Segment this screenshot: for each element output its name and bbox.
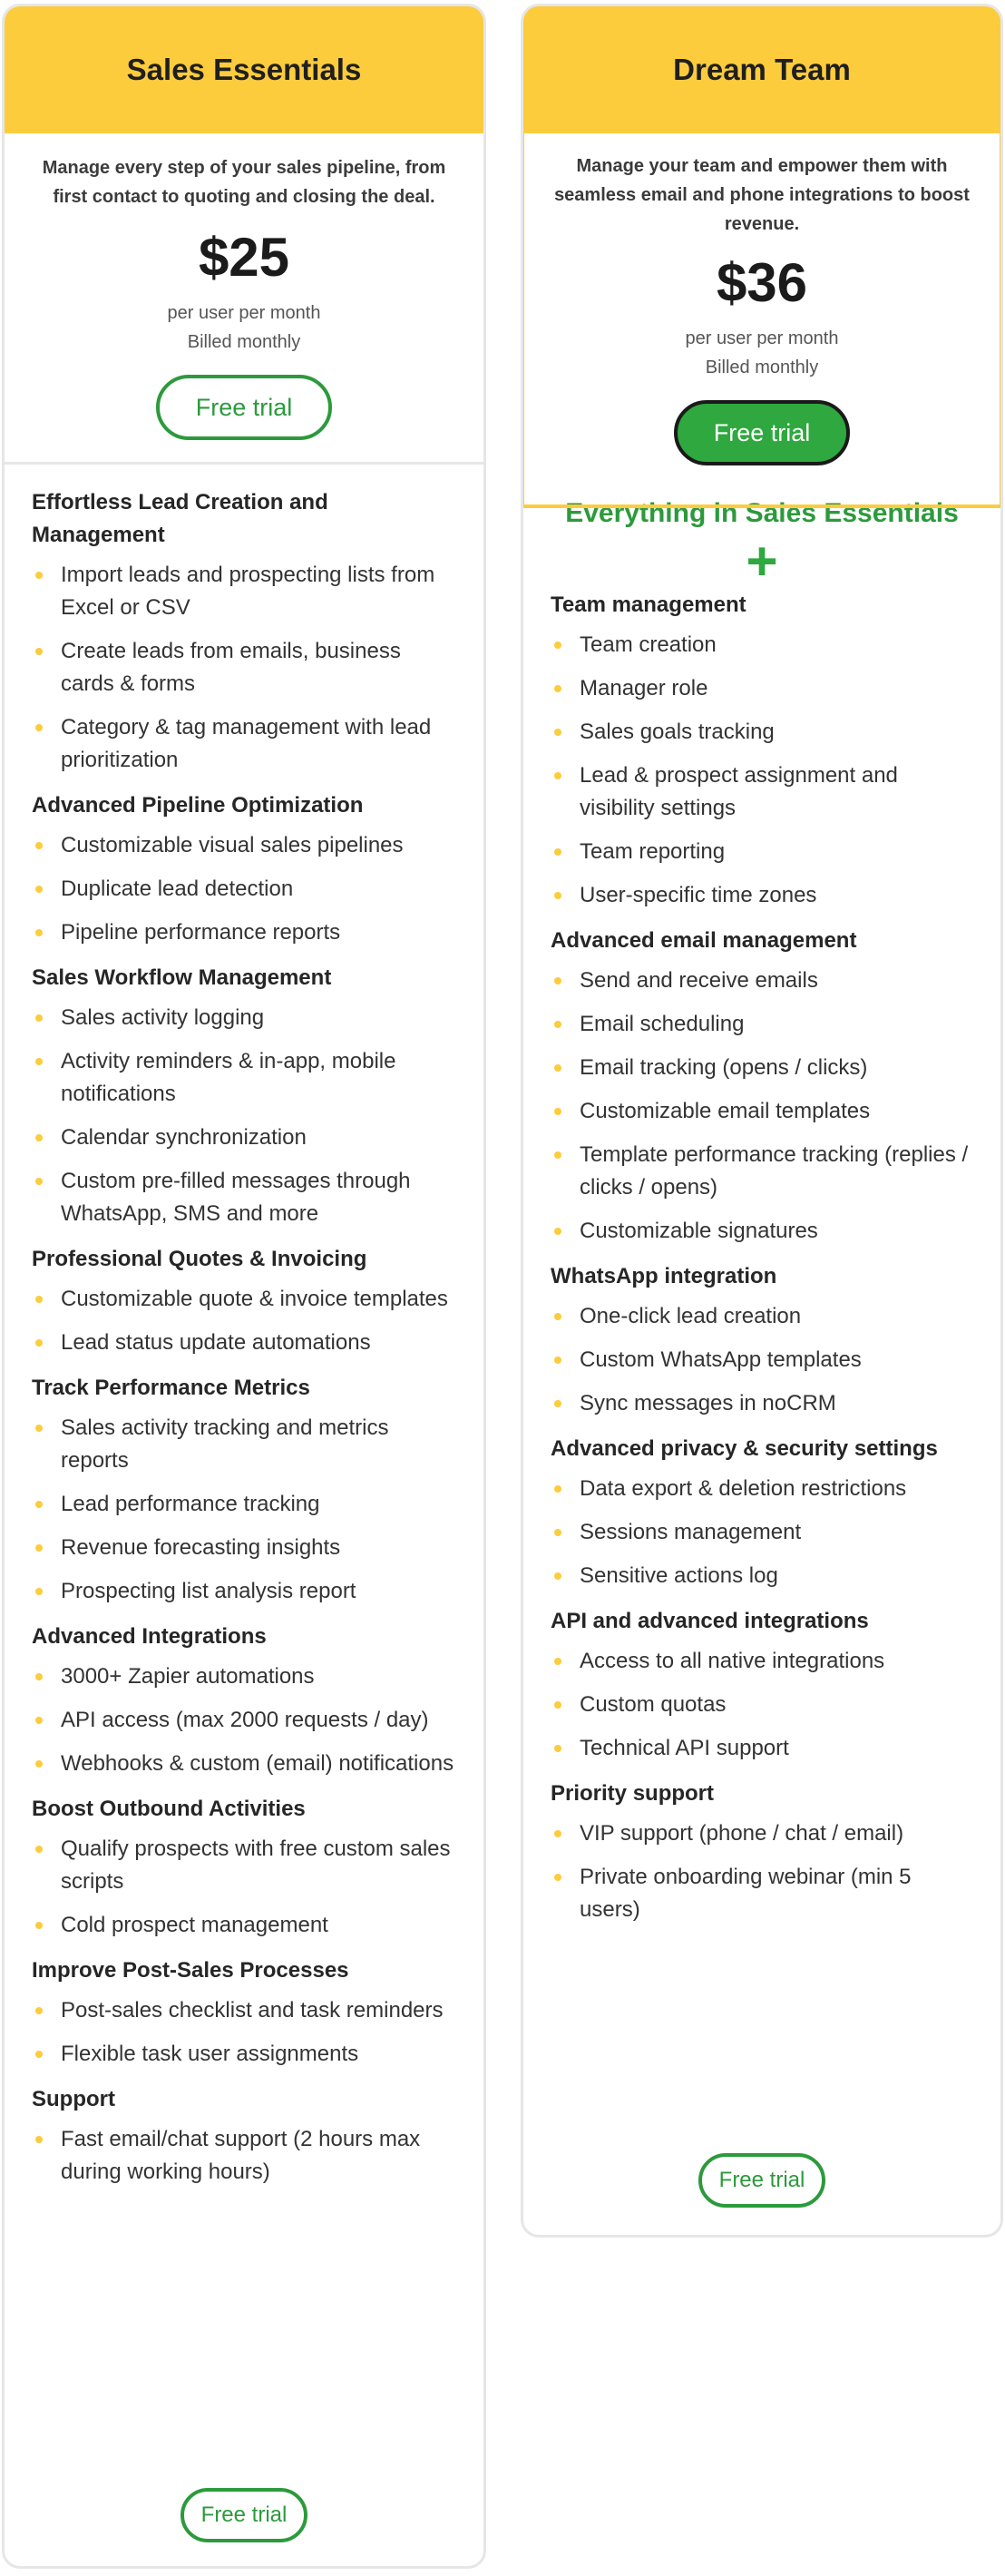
feature-section-title: WhatsApp integration bbox=[551, 1264, 777, 1288]
plan-description: Manage your team and empower them with seamless email and phone integrations to boost revenue. bbox=[554, 156, 970, 234]
feature-items bbox=[551, 629, 973, 912]
bullet-icon bbox=[35, 2051, 43, 2058]
feature-item bbox=[32, 1002, 456, 1034]
feature-item bbox=[551, 1215, 973, 1248]
feature-section bbox=[32, 1621, 456, 1780]
feature-item bbox=[551, 1861, 973, 1926]
feature-section-title: Track Performance Metrics bbox=[32, 1376, 310, 1400]
feature-item bbox=[32, 635, 456, 700]
bullet-icon bbox=[554, 1874, 561, 1881]
feature-item-text: Duplicate lead detection bbox=[61, 877, 294, 901]
feature-item-text: Pipeline performance reports bbox=[61, 920, 341, 945]
feature-item bbox=[32, 916, 456, 949]
bullet-icon bbox=[554, 1151, 561, 1159]
feature-item bbox=[32, 1488, 456, 1521]
bullet-icon bbox=[35, 1846, 43, 1853]
bullet-icon bbox=[554, 1529, 561, 1536]
feature-section-title: Professional Quotes & Invoicing bbox=[32, 1247, 367, 1271]
feature-item-text: Email tracking (opens / clicks) bbox=[580, 1055, 868, 1080]
bullet-icon bbox=[554, 642, 561, 649]
plan-card-sales-essentials bbox=[2, 4, 486, 2569]
feature-items bbox=[32, 2123, 456, 2189]
feature-item-text: Access to all native integrations bbox=[580, 1649, 885, 1673]
feature-section-title: Support bbox=[32, 2087, 115, 2111]
plan-billing: Billed monthly bbox=[705, 358, 819, 377]
feature-section-title: Boost Outbound Activities bbox=[32, 1797, 306, 1821]
bullet-icon bbox=[554, 892, 561, 899]
feature-section bbox=[32, 1954, 456, 2071]
bullet-icon bbox=[35, 1922, 43, 1929]
free-trial-button-bottom[interactable]: Free trial bbox=[698, 2153, 825, 2208]
bullet-icon bbox=[35, 2007, 43, 2014]
free-trial-button-bottom[interactable]: Free trial bbox=[181, 2488, 307, 2542]
feature-item-text: Calendar synchronization bbox=[61, 1125, 307, 1150]
bullet-icon bbox=[554, 1021, 561, 1028]
feature-item-text: Private onboarding webinar (min 5 users) bbox=[580, 1865, 912, 1922]
bullet-icon bbox=[554, 1830, 561, 1837]
plan-price: $36 bbox=[716, 252, 808, 313]
feature-section bbox=[551, 1433, 973, 1592]
feature-item-text: Custom quotas bbox=[580, 1692, 727, 1717]
feature-section bbox=[551, 1778, 973, 1926]
feature-item-text: Qualify prospects with free custom sales scripts bbox=[61, 1837, 451, 1894]
feature-items bbox=[551, 1473, 973, 1592]
feature-item-text: VIP support (phone / chat / email) bbox=[580, 1821, 904, 1846]
bullet-icon bbox=[35, 929, 43, 936]
plan-price-unit: per user per month bbox=[685, 328, 839, 348]
feature-item-text: User-specific time zones bbox=[580, 883, 817, 907]
bullet-icon bbox=[35, 1339, 43, 1347]
feature-item bbox=[32, 1704, 456, 1737]
feature-item-text: Custom WhatsApp templates bbox=[580, 1347, 862, 1372]
feature-item bbox=[551, 965, 973, 997]
feature-item bbox=[551, 836, 973, 868]
feature-items bbox=[32, 559, 456, 777]
plus-icon: + bbox=[746, 531, 778, 592]
feature-item bbox=[32, 1748, 456, 1780]
feature-item-text: Revenue forecasting insights bbox=[61, 1535, 341, 1560]
feature-item bbox=[32, 1045, 456, 1111]
feature-item-text: Technical API support bbox=[580, 1736, 789, 1760]
feature-item bbox=[551, 1560, 973, 1592]
feature-item-text: Sales activity tracking and metrics reports bbox=[61, 1415, 389, 1473]
feature-section bbox=[32, 2083, 456, 2189]
bullet-icon bbox=[554, 1745, 561, 1752]
bullet-icon bbox=[554, 1313, 561, 1320]
bullet-icon bbox=[554, 685, 561, 692]
bullet-icon bbox=[554, 977, 561, 984]
feature-item bbox=[551, 1344, 973, 1376]
feature-section bbox=[32, 1793, 456, 1942]
feature-item bbox=[32, 2038, 456, 2071]
bullet-icon bbox=[554, 1108, 561, 1115]
feature-item bbox=[32, 1121, 456, 1154]
feature-item bbox=[551, 1732, 973, 1765]
feature-item bbox=[32, 1327, 456, 1359]
feature-item-text: Lead & prospect assignment and visibility settings bbox=[580, 763, 898, 820]
bullet-icon bbox=[35, 724, 43, 731]
bullet-icon bbox=[554, 848, 561, 856]
feature-item-text: Sensitive actions log bbox=[580, 1563, 778, 1588]
feature-item bbox=[32, 1660, 456, 1693]
feature-item bbox=[551, 1095, 973, 1128]
feature-section-title: Priority support bbox=[551, 1781, 715, 1806]
feature-section bbox=[32, 1243, 456, 1359]
feature-item-text: Fast email/chat support (2 hours max during working hours) bbox=[61, 2127, 421, 2184]
bullet-icon bbox=[554, 772, 561, 779]
feature-items bbox=[551, 1300, 973, 1420]
feature-item-text: Sales goals tracking bbox=[580, 720, 775, 744]
bullet-icon bbox=[35, 1425, 43, 1432]
feature-item bbox=[551, 1008, 973, 1041]
bullet-icon bbox=[35, 2136, 43, 2143]
feature-item-text: Sales activity logging bbox=[61, 1005, 265, 1030]
feature-section-title: Advanced email management bbox=[551, 928, 857, 953]
plan-title: Sales Essentials bbox=[5, 6, 483, 133]
feature-item bbox=[32, 1412, 456, 1477]
feature-item bbox=[32, 873, 456, 906]
feature-item bbox=[32, 2123, 456, 2189]
feature-item bbox=[551, 629, 973, 661]
feature-section bbox=[551, 925, 973, 1248]
plan-title: Dream Team bbox=[523, 6, 1000, 133]
bullet-icon bbox=[554, 1658, 561, 1665]
feature-item-text: Customizable signatures bbox=[580, 1219, 818, 1243]
plan-description: Manage every step of your sales pipeline, from first contact to quoting and closing the deal. bbox=[42, 158, 446, 207]
feature-items bbox=[32, 1002, 456, 1230]
bullet-icon bbox=[554, 1572, 561, 1580]
feature-item bbox=[32, 1833, 456, 1898]
feature-item-text: Post-sales checklist and task reminders bbox=[61, 1998, 444, 2023]
feature-item-text: Send and receive emails bbox=[580, 968, 818, 993]
feature-items bbox=[32, 1994, 456, 2071]
free-trial-button[interactable]: Free trial bbox=[674, 400, 850, 465]
bullet-icon bbox=[35, 572, 43, 579]
bullet-icon bbox=[35, 1178, 43, 1185]
feature-item-text: 3000+ Zapier automations bbox=[61, 1664, 315, 1689]
plan-intro bbox=[5, 133, 483, 440]
feature-item bbox=[551, 1689, 973, 1721]
feature-item bbox=[32, 1532, 456, 1564]
feature-item-text: Data export & deletion restrictions bbox=[580, 1476, 907, 1501]
feature-item-text: Flexible task user assignments bbox=[61, 2042, 359, 2066]
feature-section bbox=[32, 962, 456, 1230]
feature-item-text: Sessions management bbox=[580, 1520, 802, 1544]
plan-price-unit: per user per month bbox=[167, 303, 321, 323]
bullet-icon bbox=[35, 1760, 43, 1768]
feature-list bbox=[5, 465, 483, 2189]
feature-item bbox=[32, 1283, 456, 1316]
feature-items bbox=[551, 1817, 973, 1926]
feature-item-text: Prospecting list analysis report bbox=[61, 1579, 356, 1603]
feature-items bbox=[32, 1833, 456, 1942]
feature-item bbox=[551, 716, 973, 749]
feature-item-text: Category & tag management with lead prioritization bbox=[61, 715, 432, 772]
bullet-icon bbox=[554, 1701, 561, 1709]
feature-section bbox=[551, 1260, 973, 1420]
feature-item-text: Sync messages in noCRM bbox=[580, 1391, 836, 1415]
feature-list bbox=[523, 589, 1000, 1926]
plan-intro bbox=[523, 133, 1000, 465]
bullet-icon bbox=[35, 1296, 43, 1303]
feature-items bbox=[551, 965, 973, 1248]
bullet-icon bbox=[35, 1014, 43, 1022]
feature-item bbox=[551, 759, 973, 825]
bullet-icon bbox=[35, 1588, 43, 1595]
bullet-icon bbox=[35, 886, 43, 893]
feature-item-text: Create leads from emails, business cards & forms bbox=[61, 639, 401, 696]
bullet-icon bbox=[554, 1400, 561, 1407]
feature-section-title: Effortless Lead Creation and Management bbox=[32, 490, 328, 547]
feature-section bbox=[551, 589, 973, 912]
feature-item bbox=[551, 672, 973, 705]
bullet-icon bbox=[554, 1228, 561, 1235]
everything-in-sales-essentials: Everything in Sales Essentials bbox=[565, 498, 959, 528]
bullet-icon bbox=[554, 1064, 561, 1072]
feature-item-text: API access (max 2000 requests / day) bbox=[61, 1708, 429, 1732]
feature-item bbox=[551, 1300, 973, 1333]
plan-price: $25 bbox=[198, 227, 290, 288]
feature-item-text: Cold prospect management bbox=[61, 1913, 328, 1937]
feature-section-title: Advanced Integrations bbox=[32, 1624, 267, 1649]
bullet-icon bbox=[554, 1357, 561, 1364]
feature-item bbox=[551, 1817, 973, 1850]
feature-item-text: Template performance tracking (replies / clicks / opens) bbox=[580, 1142, 969, 1200]
feature-items bbox=[32, 1283, 456, 1359]
feature-item bbox=[551, 1473, 973, 1505]
feature-item bbox=[32, 711, 456, 777]
bullet-icon bbox=[35, 1544, 43, 1552]
feature-items bbox=[32, 829, 456, 949]
bullet-icon bbox=[554, 729, 561, 736]
feature-item bbox=[551, 1516, 973, 1549]
bullet-icon bbox=[35, 842, 43, 849]
bullet-icon bbox=[554, 1485, 561, 1493]
feature-section-title: Advanced privacy & security settings bbox=[551, 1436, 938, 1461]
feature-item bbox=[551, 1139, 973, 1204]
feature-items bbox=[551, 1645, 973, 1765]
bullet-icon bbox=[35, 1673, 43, 1680]
feature-item-text: Customizable visual sales pipelines bbox=[61, 833, 404, 857]
feature-items bbox=[32, 1660, 456, 1780]
feature-item-text: Team reporting bbox=[580, 839, 726, 864]
feature-item-text: Manager role bbox=[580, 676, 708, 700]
feature-item-text: Activity reminders & in-app, mobile notifications bbox=[61, 1049, 396, 1106]
feature-item-text: Webhooks & custom (email) notifications bbox=[61, 1751, 454, 1776]
feature-section bbox=[32, 486, 456, 777]
plan-card-dream-team bbox=[521, 4, 1003, 2238]
feature-section-title: Advanced Pipeline Optimization bbox=[32, 793, 364, 818]
feature-item-text: One-click lead creation bbox=[580, 1304, 802, 1328]
feature-item bbox=[32, 1165, 456, 1230]
bullet-icon bbox=[35, 1501, 43, 1508]
feature-section-title: API and advanced integrations bbox=[551, 1609, 869, 1633]
feature-section-title: Sales Workflow Management bbox=[32, 965, 332, 990]
feature-item bbox=[551, 1387, 973, 1420]
free-trial-button[interactable]: Free trial bbox=[156, 375, 332, 440]
feature-section bbox=[32, 789, 456, 949]
feature-section-title: Improve Post-Sales Processes bbox=[32, 1958, 349, 1983]
feature-item-text: Lead performance tracking bbox=[61, 1492, 320, 1516]
bullet-icon bbox=[35, 1134, 43, 1141]
feature-item bbox=[551, 879, 973, 912]
bullet-icon bbox=[35, 1717, 43, 1724]
feature-item bbox=[32, 829, 456, 862]
plan-billing: Billed monthly bbox=[187, 332, 301, 352]
bullet-icon bbox=[35, 1058, 43, 1065]
feature-item-text: Custom pre-filled messages through WhatsApp, SMS and more bbox=[61, 1169, 411, 1226]
feature-item-text: Import leads and prospecting lists from Excel or CSV bbox=[61, 563, 435, 620]
feature-item-text: Email scheduling bbox=[580, 1012, 745, 1036]
feature-item-text: Lead status update automations bbox=[61, 1330, 371, 1355]
feature-item bbox=[32, 1909, 456, 1942]
feature-items bbox=[32, 1412, 456, 1608]
feature-section bbox=[32, 1372, 456, 1608]
feature-item bbox=[32, 559, 456, 624]
feature-item bbox=[32, 1994, 456, 2027]
feature-item bbox=[551, 1052, 973, 1084]
feature-item-text: Team creation bbox=[580, 632, 717, 657]
feature-item bbox=[551, 1645, 973, 1678]
bullet-icon bbox=[35, 648, 43, 655]
feature-item bbox=[32, 1575, 456, 1608]
feature-section bbox=[551, 1605, 973, 1765]
feature-item-text: Customizable quote & invoice templates bbox=[61, 1287, 448, 1311]
feature-item-text: Customizable email templates bbox=[580, 1099, 871, 1123]
feature-section-title: Team management bbox=[551, 593, 746, 617]
